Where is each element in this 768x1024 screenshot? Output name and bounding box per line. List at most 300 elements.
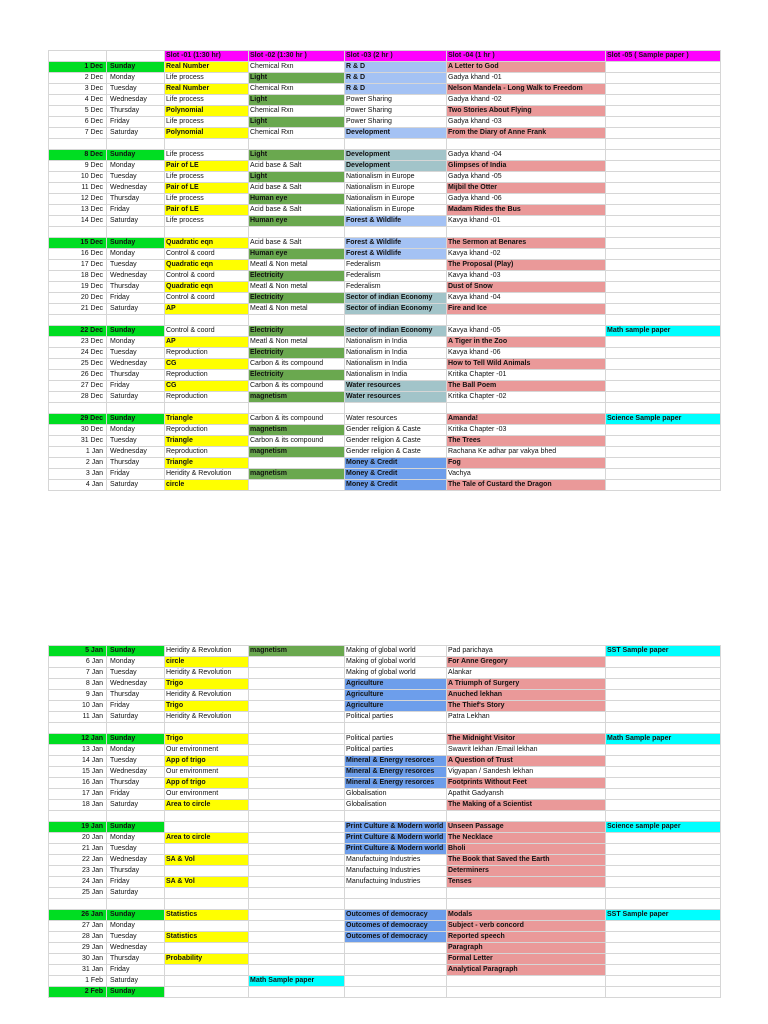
slot4-cell[interactable]: Kritika Chapter -02: [447, 392, 606, 403]
weekday-cell[interactable]: Monday: [107, 73, 165, 84]
slot1-cell[interactable]: Reproduction: [165, 392, 249, 403]
slot5-cell[interactable]: [606, 238, 721, 249]
slot2-cell[interactable]: [249, 943, 345, 954]
column-header[interactable]: Slot -04 (1 hr ): [447, 51, 606, 62]
slot3-cell[interactable]: [345, 965, 447, 976]
slot5-cell[interactable]: [606, 84, 721, 95]
weekday-cell[interactable]: [107, 315, 165, 326]
date-cell[interactable]: 8 Jan: [49, 679, 107, 690]
slot1-cell[interactable]: Control & coord: [165, 326, 249, 337]
slot4-cell[interactable]: How to Tell Wild Animals: [447, 359, 606, 370]
slot2-cell[interactable]: [249, 954, 345, 965]
slot5-cell[interactable]: [606, 139, 721, 150]
slot5-cell[interactable]: [606, 337, 721, 348]
weekday-cell[interactable]: Wednesday: [107, 359, 165, 370]
column-header[interactable]: Slot -01 (1:30 hr): [165, 51, 249, 62]
slot1-cell[interactable]: [165, 921, 249, 932]
weekday-cell[interactable]: Tuesday: [107, 436, 165, 447]
slot2-cell[interactable]: Light: [249, 117, 345, 128]
slot1-cell[interactable]: Our environment: [165, 767, 249, 778]
date-cell[interactable]: 19 Dec: [49, 282, 107, 293]
slot2-cell[interactable]: Light: [249, 150, 345, 161]
slot1-cell[interactable]: Triangle: [165, 436, 249, 447]
slot5-cell[interactable]: [606, 106, 721, 117]
slot5-cell[interactable]: [606, 987, 721, 998]
date-cell[interactable]: 21 Jan: [49, 844, 107, 855]
slot4-cell[interactable]: Nelson Mandela - Long Walk to Freedom: [447, 84, 606, 95]
date-cell[interactable]: 20 Dec: [49, 293, 107, 304]
slot1-cell[interactable]: Life process: [165, 194, 249, 205]
slot4-cell[interactable]: Gadya khand -05: [447, 172, 606, 183]
slot2-cell[interactable]: [249, 855, 345, 866]
slot5-cell[interactable]: SST Sample paper: [606, 910, 721, 921]
slot5-cell[interactable]: [606, 844, 721, 855]
slot1-cell[interactable]: [165, 965, 249, 976]
slot5-cell[interactable]: [606, 976, 721, 987]
slot5-cell[interactable]: [606, 800, 721, 811]
weekday-cell[interactable]: [107, 403, 165, 414]
slot2-cell[interactable]: Chemical Rxn: [249, 106, 345, 117]
weekday-cell[interactable]: Friday: [107, 877, 165, 888]
weekday-cell[interactable]: Monday: [107, 337, 165, 348]
slot2-cell[interactable]: Human eye: [249, 194, 345, 205]
slot1-cell[interactable]: Pair of LE: [165, 183, 249, 194]
weekday-cell[interactable]: Sunday: [107, 326, 165, 337]
slot1-cell[interactable]: Real Number: [165, 62, 249, 73]
date-cell[interactable]: 20 Jan: [49, 833, 107, 844]
slot4-cell[interactable]: Kavya khand -03: [447, 271, 606, 282]
slot2-cell[interactable]: Electricity: [249, 348, 345, 359]
slot4-cell[interactable]: Dust of Snow: [447, 282, 606, 293]
slot2-cell[interactable]: magnetism: [249, 425, 345, 436]
slot2-cell[interactable]: Electricity: [249, 293, 345, 304]
slot1-cell[interactable]: Reproduction: [165, 348, 249, 359]
slot1-cell[interactable]: Reproduction: [165, 447, 249, 458]
date-cell[interactable]: 22 Dec: [49, 326, 107, 337]
slot2-cell[interactable]: Electricity: [249, 370, 345, 381]
slot3-cell[interactable]: Nationalism in Europe: [345, 194, 447, 205]
slot1-cell[interactable]: Quadratic eqn: [165, 260, 249, 271]
slot5-cell[interactable]: [606, 117, 721, 128]
column-header[interactable]: Slot -02 (1:30 hr ): [249, 51, 345, 62]
date-cell[interactable]: 13 Jan: [49, 745, 107, 756]
slot4-cell[interactable]: The Thief's Story: [447, 701, 606, 712]
slot2-cell[interactable]: Acid base & Salt: [249, 183, 345, 194]
slot1-cell[interactable]: circle: [165, 480, 249, 491]
slot1-cell[interactable]: Quadratic eqn: [165, 238, 249, 249]
slot4-cell[interactable]: Amanda!: [447, 414, 606, 425]
weekday-cell[interactable]: Saturday: [107, 800, 165, 811]
slot1-cell[interactable]: Trigo: [165, 679, 249, 690]
slot1-cell[interactable]: [165, 403, 249, 414]
slot2-cell[interactable]: [249, 701, 345, 712]
slot4-cell[interactable]: Kavya khand -02: [447, 249, 606, 260]
date-cell[interactable]: 2 Jan: [49, 458, 107, 469]
slot3-cell[interactable]: Outcomes of democracy: [345, 910, 447, 921]
weekday-cell[interactable]: Tuesday: [107, 844, 165, 855]
weekday-cell[interactable]: Thursday: [107, 866, 165, 877]
slot5-cell[interactable]: [606, 62, 721, 73]
slot5-cell[interactable]: [606, 403, 721, 414]
slot3-cell[interactable]: Agriculture: [345, 701, 447, 712]
weekday-cell[interactable]: Sunday: [107, 414, 165, 425]
slot5-cell[interactable]: [606, 150, 721, 161]
slot1-cell[interactable]: Polynomial: [165, 128, 249, 139]
slot3-cell[interactable]: Agriculture: [345, 679, 447, 690]
slot2-cell[interactable]: [249, 723, 345, 734]
slot2-cell[interactable]: [249, 800, 345, 811]
slot5-cell[interactable]: [606, 172, 721, 183]
slot4-cell[interactable]: [447, 227, 606, 238]
slot4-cell[interactable]: Kritika Chapter -03: [447, 425, 606, 436]
slot2-cell[interactable]: Meatl & Non metal: [249, 337, 345, 348]
slot2-cell[interactable]: [249, 778, 345, 789]
date-cell[interactable]: 23 Jan: [49, 866, 107, 877]
slot1-cell[interactable]: [165, 139, 249, 150]
date-cell[interactable]: 4 Jan: [49, 480, 107, 491]
date-cell[interactable]: 7 Jan: [49, 668, 107, 679]
slot3-cell[interactable]: Political parties: [345, 712, 447, 723]
date-cell[interactable]: 3 Jan: [49, 469, 107, 480]
slot5-cell[interactable]: [606, 447, 721, 458]
slot5-cell[interactable]: [606, 304, 721, 315]
slot4-cell[interactable]: [447, 315, 606, 326]
weekday-cell[interactable]: Saturday: [107, 976, 165, 987]
date-cell[interactable]: 30 Jan: [49, 954, 107, 965]
date-cell[interactable]: [49, 811, 107, 822]
slot1-cell[interactable]: Area to circle: [165, 800, 249, 811]
slot5-cell[interactable]: Science sample paper: [606, 822, 721, 833]
date-cell[interactable]: [49, 723, 107, 734]
date-cell[interactable]: 25 Jan: [49, 888, 107, 899]
slot5-cell[interactable]: [606, 183, 721, 194]
slot1-cell[interactable]: App of trigo: [165, 778, 249, 789]
slot5-cell[interactable]: [606, 425, 721, 436]
slot1-cell[interactable]: [165, 888, 249, 899]
date-cell[interactable]: 25 Dec: [49, 359, 107, 370]
slot3-cell[interactable]: [345, 315, 447, 326]
slot1-cell[interactable]: Heridity & Revolution: [165, 712, 249, 723]
slot4-cell[interactable]: The Trees: [447, 436, 606, 447]
slot4-cell[interactable]: Kavya khand -06: [447, 348, 606, 359]
slot2-cell[interactable]: magnetism: [249, 392, 345, 403]
slot3-cell[interactable]: Print Culture & Modern world: [345, 822, 447, 833]
slot2-cell[interactable]: Human eye: [249, 216, 345, 227]
slot4-cell[interactable]: The Midnight Visitor: [447, 734, 606, 745]
slot5-cell[interactable]: [606, 282, 721, 293]
slot5-cell[interactable]: [606, 679, 721, 690]
date-cell[interactable]: 11 Dec: [49, 183, 107, 194]
slot5-cell[interactable]: [606, 205, 721, 216]
slot4-cell[interactable]: [447, 888, 606, 899]
slot5-cell[interactable]: [606, 866, 721, 877]
weekday-cell[interactable]: Wednesday: [107, 767, 165, 778]
weekday-cell[interactable]: Sunday: [107, 238, 165, 249]
slot1-cell[interactable]: Probability: [165, 954, 249, 965]
slot3-cell[interactable]: Water resources: [345, 392, 447, 403]
weekday-cell[interactable]: Tuesday: [107, 84, 165, 95]
slot3-cell[interactable]: R & D: [345, 84, 447, 95]
weekday-cell[interactable]: Saturday: [107, 216, 165, 227]
slot3-cell[interactable]: Federalism: [345, 282, 447, 293]
date-cell[interactable]: 8 Dec: [49, 150, 107, 161]
slot5-cell[interactable]: [606, 227, 721, 238]
slot2-cell[interactable]: Electricity: [249, 271, 345, 282]
weekday-cell[interactable]: Thursday: [107, 778, 165, 789]
slot5-cell[interactable]: [606, 73, 721, 84]
date-cell[interactable]: [49, 899, 107, 910]
date-cell[interactable]: 24 Jan: [49, 877, 107, 888]
slot3-cell[interactable]: Nationalism in India: [345, 337, 447, 348]
slot1-cell[interactable]: Life process: [165, 216, 249, 227]
slot3-cell[interactable]: [345, 403, 447, 414]
slot5-cell[interactable]: [606, 888, 721, 899]
date-cell[interactable]: 24 Dec: [49, 348, 107, 359]
slot4-cell[interactable]: Gadya khand -01: [447, 73, 606, 84]
slot5-cell[interactable]: [606, 701, 721, 712]
slot2-cell[interactable]: [249, 139, 345, 150]
date-cell[interactable]: 19 Jan: [49, 822, 107, 833]
slot3-cell[interactable]: Power Sharing: [345, 117, 447, 128]
weekday-cell[interactable]: Tuesday: [107, 668, 165, 679]
slot3-cell[interactable]: Mineral & Energy resorces: [345, 767, 447, 778]
slot5-cell[interactable]: [606, 877, 721, 888]
slot3-cell[interactable]: Sector of indian Economy: [345, 326, 447, 337]
slot5-cell[interactable]: [606, 932, 721, 943]
slot5-cell[interactable]: [606, 249, 721, 260]
weekday-cell[interactable]: [107, 899, 165, 910]
slot2-cell[interactable]: Light: [249, 95, 345, 106]
slot1-cell[interactable]: Pair of LE: [165, 161, 249, 172]
slot4-cell[interactable]: The Ball Poem: [447, 381, 606, 392]
date-cell[interactable]: 9 Dec: [49, 161, 107, 172]
slot2-cell[interactable]: [249, 910, 345, 921]
weekday-cell[interactable]: Tuesday: [107, 260, 165, 271]
weekday-cell[interactable]: Friday: [107, 789, 165, 800]
slot4-cell[interactable]: Gadya khand -03: [447, 117, 606, 128]
slot2-cell[interactable]: [249, 822, 345, 833]
slot4-cell[interactable]: Gadya khand -06: [447, 194, 606, 205]
date-cell[interactable]: 23 Dec: [49, 337, 107, 348]
slot4-cell[interactable]: The Book that Saved the Earth: [447, 855, 606, 866]
slot4-cell[interactable]: Alankar: [447, 668, 606, 679]
slot3-cell[interactable]: Forest & Wildlife: [345, 249, 447, 260]
slot4-cell[interactable]: Fire and Ice: [447, 304, 606, 315]
date-cell[interactable]: 14 Dec: [49, 216, 107, 227]
slot1-cell[interactable]: Pair of LE: [165, 205, 249, 216]
weekday-cell[interactable]: Thursday: [107, 194, 165, 205]
weekday-cell[interactable]: Wednesday: [107, 95, 165, 106]
weekday-cell[interactable]: Monday: [107, 921, 165, 932]
slot4-cell[interactable]: Subject - verb concord: [447, 921, 606, 932]
slot4-cell[interactable]: Mijbil the Otter: [447, 183, 606, 194]
slot1-cell[interactable]: [165, 976, 249, 987]
weekday-cell[interactable]: Tuesday: [107, 348, 165, 359]
slot3-cell[interactable]: [345, 227, 447, 238]
slot5-cell[interactable]: [606, 690, 721, 701]
slot4-cell[interactable]: Fog: [447, 458, 606, 469]
slot2-cell[interactable]: [249, 866, 345, 877]
slot3-cell[interactable]: Nationalism in India: [345, 370, 447, 381]
date-cell[interactable]: 16 Jan: [49, 778, 107, 789]
slot5-cell[interactable]: [606, 745, 721, 756]
slot3-cell[interactable]: Gender religion & Caste: [345, 447, 447, 458]
date-cell[interactable]: 12 Dec: [49, 194, 107, 205]
slot5-cell[interactable]: [606, 954, 721, 965]
slot1-cell[interactable]: Our environment: [165, 745, 249, 756]
slot2-cell[interactable]: Carbon & its compound: [249, 381, 345, 392]
date-cell[interactable]: 29 Dec: [49, 414, 107, 425]
slot5-cell[interactable]: [606, 723, 721, 734]
slot4-cell[interactable]: The Proposal (Play): [447, 260, 606, 271]
slot4-cell[interactable]: [447, 976, 606, 987]
slot1-cell[interactable]: Real Number: [165, 84, 249, 95]
slot3-cell[interactable]: Development: [345, 161, 447, 172]
slot4-cell[interactable]: Unseen Passage: [447, 822, 606, 833]
slot3-cell[interactable]: Manufactuing Industries: [345, 877, 447, 888]
slot4-cell[interactable]: Tenses: [447, 877, 606, 888]
slot5-cell[interactable]: [606, 216, 721, 227]
slot5-cell[interactable]: Science Sample paper: [606, 414, 721, 425]
date-cell[interactable]: 15 Jan: [49, 767, 107, 778]
slot3-cell[interactable]: Money & Credit: [345, 480, 447, 491]
date-cell[interactable]: 4 Dec: [49, 95, 107, 106]
slot3-cell[interactable]: Development: [345, 128, 447, 139]
slot5-cell[interactable]: [606, 95, 721, 106]
weekday-cell[interactable]: Saturday: [107, 128, 165, 139]
slot2-cell[interactable]: [249, 756, 345, 767]
slot2-cell[interactable]: [249, 888, 345, 899]
column-header[interactable]: [107, 51, 165, 62]
slot3-cell[interactable]: [345, 139, 447, 150]
weekday-cell[interactable]: Wednesday: [107, 679, 165, 690]
slot3-cell[interactable]: Forest & Wildlife: [345, 238, 447, 249]
date-cell[interactable]: 7 Dec: [49, 128, 107, 139]
slot4-cell[interactable]: Paragraph: [447, 943, 606, 954]
weekday-cell[interactable]: Monday: [107, 745, 165, 756]
slot3-cell[interactable]: [345, 943, 447, 954]
date-cell[interactable]: [49, 227, 107, 238]
slot5-cell[interactable]: [606, 778, 721, 789]
slot3-cell[interactable]: Nationalism in India: [345, 359, 447, 370]
slot1-cell[interactable]: Trigo: [165, 734, 249, 745]
slot1-cell[interactable]: Life process: [165, 117, 249, 128]
slot5-cell[interactable]: [606, 260, 721, 271]
slot1-cell[interactable]: Trigo: [165, 701, 249, 712]
slot3-cell[interactable]: Nationalism in Europe: [345, 172, 447, 183]
slot5-cell[interactable]: [606, 943, 721, 954]
slot3-cell[interactable]: Water resources: [345, 381, 447, 392]
slot5-cell[interactable]: [606, 712, 721, 723]
weekday-cell[interactable]: Sunday: [107, 822, 165, 833]
slot3-cell[interactable]: Nationalism in Europe: [345, 205, 447, 216]
column-header[interactable]: [49, 51, 107, 62]
weekday-cell[interactable]: Friday: [107, 205, 165, 216]
slot4-cell[interactable]: The Necklace: [447, 833, 606, 844]
slot5-cell[interactable]: [606, 921, 721, 932]
slot1-cell[interactable]: [165, 227, 249, 238]
slot1-cell[interactable]: Heridity & Revolution: [165, 690, 249, 701]
slot2-cell[interactable]: Meatl & Non metal: [249, 282, 345, 293]
slot2-cell[interactable]: [249, 734, 345, 745]
slot4-cell[interactable]: Kavya khand -04: [447, 293, 606, 304]
weekday-cell[interactable]: Friday: [107, 469, 165, 480]
slot4-cell[interactable]: Pad parichaya: [447, 646, 606, 657]
slot1-cell[interactable]: Life process: [165, 150, 249, 161]
slot4-cell[interactable]: The Tale of Custard the Dragon: [447, 480, 606, 491]
slot1-cell[interactable]: Area to circle: [165, 833, 249, 844]
slot2-cell[interactable]: [249, 932, 345, 943]
date-cell[interactable]: 14 Jan: [49, 756, 107, 767]
date-cell[interactable]: 16 Dec: [49, 249, 107, 260]
slot4-cell[interactable]: Analytical Paragraph: [447, 965, 606, 976]
date-cell[interactable]: 26 Dec: [49, 370, 107, 381]
date-cell[interactable]: 11 Jan: [49, 712, 107, 723]
weekday-cell[interactable]: Sunday: [107, 987, 165, 998]
slot2-cell[interactable]: Meatl & Non metal: [249, 304, 345, 315]
weekday-cell[interactable]: Monday: [107, 833, 165, 844]
slot1-cell[interactable]: Quadratic eqn: [165, 282, 249, 293]
slot4-cell[interactable]: [447, 139, 606, 150]
slot3-cell[interactable]: Print Culture & Modern world: [345, 844, 447, 855]
slot4-cell[interactable]: Glimpses of India: [447, 161, 606, 172]
slot3-cell[interactable]: Making of global world: [345, 668, 447, 679]
slot5-cell[interactable]: [606, 370, 721, 381]
slot2-cell[interactable]: [249, 833, 345, 844]
weekday-cell[interactable]: [107, 227, 165, 238]
slot4-cell[interactable]: Swavrit lekhan /Email lekhan: [447, 745, 606, 756]
slot4-cell[interactable]: Determiners: [447, 866, 606, 877]
weekday-cell[interactable]: Thursday: [107, 458, 165, 469]
date-cell[interactable]: 29 Jan: [49, 943, 107, 954]
slot3-cell[interactable]: Making of global world: [345, 657, 447, 668]
slot5-cell[interactable]: [606, 392, 721, 403]
slot4-cell[interactable]: Vachya: [447, 469, 606, 480]
date-cell[interactable]: [49, 139, 107, 150]
slot3-cell[interactable]: Money & Credit: [345, 458, 447, 469]
slot1-cell[interactable]: [165, 811, 249, 822]
slot1-cell[interactable]: [165, 315, 249, 326]
slot1-cell[interactable]: [165, 822, 249, 833]
weekday-cell[interactable]: Friday: [107, 701, 165, 712]
slot1-cell[interactable]: Control & coord: [165, 271, 249, 282]
date-cell[interactable]: 18 Dec: [49, 271, 107, 282]
date-cell[interactable]: 5 Jan: [49, 646, 107, 657]
date-cell[interactable]: 6 Jan: [49, 657, 107, 668]
slot2-cell[interactable]: [249, 899, 345, 910]
slot4-cell[interactable]: A Question of Trust: [447, 756, 606, 767]
weekday-cell[interactable]: Sunday: [107, 646, 165, 657]
slot3-cell[interactable]: Federalism: [345, 260, 447, 271]
weekday-cell[interactable]: Wednesday: [107, 943, 165, 954]
date-cell[interactable]: 13 Dec: [49, 205, 107, 216]
slot5-cell[interactable]: [606, 293, 721, 304]
slot2-cell[interactable]: Carbon & its compound: [249, 436, 345, 447]
weekday-cell[interactable]: Friday: [107, 965, 165, 976]
slot4-cell[interactable]: A Tiger in the Zoo: [447, 337, 606, 348]
slot5-cell[interactable]: [606, 480, 721, 491]
weekday-cell[interactable]: Sunday: [107, 62, 165, 73]
slot3-cell[interactable]: Forest & Wildlife: [345, 216, 447, 227]
slot4-cell[interactable]: The Making of a Scientist: [447, 800, 606, 811]
date-cell[interactable]: 9 Jan: [49, 690, 107, 701]
slot1-cell[interactable]: AP: [165, 304, 249, 315]
slot2-cell[interactable]: Light: [249, 73, 345, 84]
slot5-cell[interactable]: [606, 315, 721, 326]
date-cell[interactable]: 10 Jan: [49, 701, 107, 712]
slot4-cell[interactable]: From the Diary of Anne Frank: [447, 128, 606, 139]
date-cell[interactable]: 6 Dec: [49, 117, 107, 128]
